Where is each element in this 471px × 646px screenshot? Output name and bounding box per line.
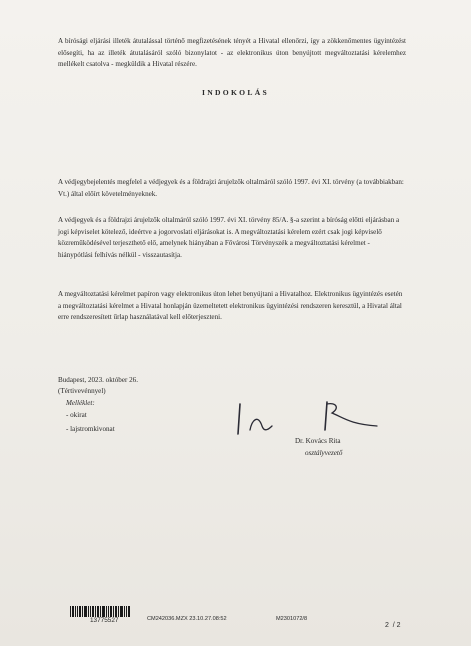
barcode (70, 606, 130, 617)
signer-block (295, 436, 342, 459)
enclosure-item: - lajstromkivonat (66, 425, 115, 433)
page-number (385, 622, 401, 629)
section-title: INDOKOLÁS (201, 88, 270, 97)
paragraph-2: A védjegyek és a földrajzi árujelzők oltalmáról szóló 1997. évi XI. törvény 85/A. §-a szerint a bíróság előtti eljárásban a jogi képviselet kötelező, ideértve a jogorvoslati eljárásokat is. A megváltoztatási kérelem ezért csak jogi képviselő közreműködésével terjeszthető elő, amelynek hiányában a Fővárosi Törvényszék a megváltoztatási kérelmet - hiánypótlási felhívás nélkül - visszautasítja. (58, 216, 400, 259)
place-date: Budapest, 2023. október 26. (58, 376, 138, 384)
page-current: 2 (385, 622, 389, 629)
page-total: / 2 (392, 622, 401, 629)
enclosure-item: - okirat (66, 411, 87, 419)
signature (232, 400, 382, 440)
delivery-note: (Tértivevénnyel) (58, 387, 106, 395)
document-number: 13775527 (90, 617, 119, 624)
paragraph-1: A védjegybejelentés megfelel a védjegyek és a földrajzi árujelzők oltalmáról szóló 1997. évi XI. törvény (a továbbiakban: Vt.) által előírt követelményeknek. (58, 178, 404, 198)
case-number: M2301072/8 (276, 616, 308, 622)
signer-name: Dr. Kovács Rita (295, 437, 341, 445)
paragraph-3: A megváltoztatási kérelmet papíron vagy elektronikus úton lehet benyújtani a Hivatalhoz. Elektronikus ügyintézés esetén a megváltoztatási kérelmet a Hivatal honlapján üzemeltetett elektronikus ügyintézési rendszeren keresztül, a Hivatal által erre rendszeresített űrlap használatával kell előterjeszteni. (58, 290, 403, 322)
document-code: CM242036.MZX 23.10.27.08:52 (147, 616, 227, 622)
signer-role: osztályvezető (305, 448, 343, 457)
intro-paragraph: A bírósági eljárási illeték átutalással történő megfizetésének tényét a Hivatal ellenőrzi, így a zökkenőmentes ügyintézést elősegíti, ha az illeték átutalásáról szóló bizonylatot - az elektronikus úton benyújtott megváltoztatási kérelemhez mellékelt csatolva - megküldik a Hivatal részére. (58, 37, 406, 69)
enclosures-label: Melléklet: (66, 399, 95, 407)
